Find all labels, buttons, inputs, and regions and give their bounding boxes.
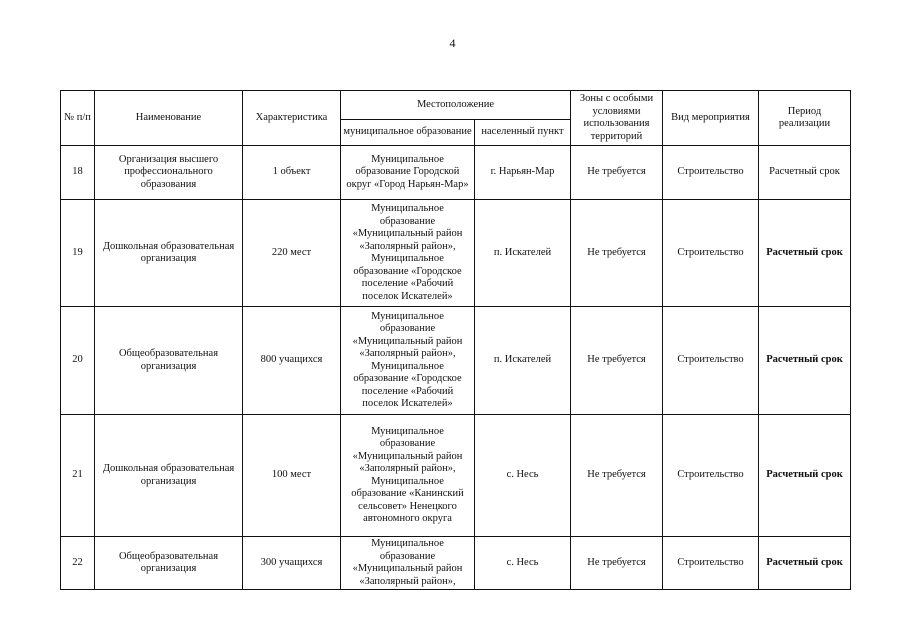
cell-municipality: Муниципальное образование «Муниципальный район «Заполярный район», Муниципальное образование «Канинский сельсовет» Ненецкого автономного округа	[341, 415, 475, 537]
header-zones: Зоны с особыми условиями использования территорий	[571, 91, 663, 146]
cell-settlement: с. Несь	[475, 537, 571, 590]
cell-num: 18	[61, 146, 95, 200]
header-period: Период реализации	[759, 91, 851, 146]
cell-settlement: г. Нарьян-Мар	[475, 146, 571, 200]
cell-name: Общеобразовательная организация	[95, 307, 243, 415]
cell-settlement: п. Искателей	[475, 200, 571, 307]
cell-characteristic: 800 учащихся	[243, 307, 341, 415]
cell-settlement: с. Несь	[475, 415, 571, 537]
header-row-1	[61, 91, 851, 120]
cell-zones: Не требуется	[571, 200, 663, 307]
cell-characteristic: 100 мест	[243, 415, 341, 537]
facilities-table	[60, 90, 851, 590]
cell-event-type: Строительство	[663, 537, 759, 590]
cell-municipality: Муниципальное образование Городской округ «Город Нарьян-Мар»	[341, 146, 475, 200]
cell-name: Организация высшего профессионального образования	[95, 146, 243, 200]
cell-period: Расчетный срок	[759, 415, 851, 537]
cell-num: 19	[61, 200, 95, 307]
cell-zones: Не требуется	[571, 146, 663, 200]
header-name: Наименование	[95, 91, 243, 146]
cell-municipality: Муниципальное образование «Муниципальный район «Заполярный район», Муниципальное образование «Городское поселение «Рабочий поселок Искателей»	[341, 200, 475, 307]
cell-municipality: Муниципальное образование «Муниципальный район «Заполярный район», Муниципальное образование «Городское поселение «Рабочий поселок Искателей»	[341, 307, 475, 415]
cell-period: Расчетный срок	[759, 146, 851, 200]
cell-name: Дошкольная образовательная организация	[95, 415, 243, 537]
table-row	[61, 307, 851, 415]
cell-event-type: Строительство	[663, 146, 759, 200]
cell-period: Расчетный срок	[759, 307, 851, 415]
cell-zones: Не требуется	[571, 415, 663, 537]
table-row	[61, 537, 851, 590]
table-row	[61, 415, 851, 537]
cell-name: Общеобразовательная организация	[95, 537, 243, 590]
cell-characteristic: 300 учащихся	[243, 537, 341, 590]
header-settlement: населенный пункт	[475, 120, 571, 146]
cell-period: Расчетный срок	[759, 537, 851, 590]
cell-zones: Не требуется	[571, 307, 663, 415]
cell-event-type: Строительство	[663, 200, 759, 307]
cell-name: Дошкольная образовательная организация	[95, 200, 243, 307]
cell-event-type: Строительство	[663, 415, 759, 537]
cell-characteristic: 1 объект	[243, 146, 341, 200]
header-location: Местоположение	[341, 91, 571, 120]
cell-num: 20	[61, 307, 95, 415]
page-number: 4	[449, 36, 456, 50]
table-row	[61, 146, 851, 200]
cell-settlement: п. Искателей	[475, 307, 571, 415]
header-municipality: муниципальное образование	[341, 120, 475, 146]
cell-num: 21	[61, 415, 95, 537]
cell-event-type: Строительство	[663, 307, 759, 415]
header-event-type: Вид мероприятия	[663, 91, 759, 146]
cell-period: Расчетный срок	[759, 200, 851, 307]
cell-num: 22	[61, 537, 95, 590]
cell-characteristic: 220 мест	[243, 200, 341, 307]
header-characteristic: Характеристика	[243, 91, 341, 146]
table-row	[61, 200, 851, 307]
cell-municipality: Муниципальное образование «Муниципальный район «Заполярный район»,	[341, 537, 475, 590]
cell-zones: Не требуется	[571, 537, 663, 590]
header-num: № п/п	[61, 91, 95, 146]
